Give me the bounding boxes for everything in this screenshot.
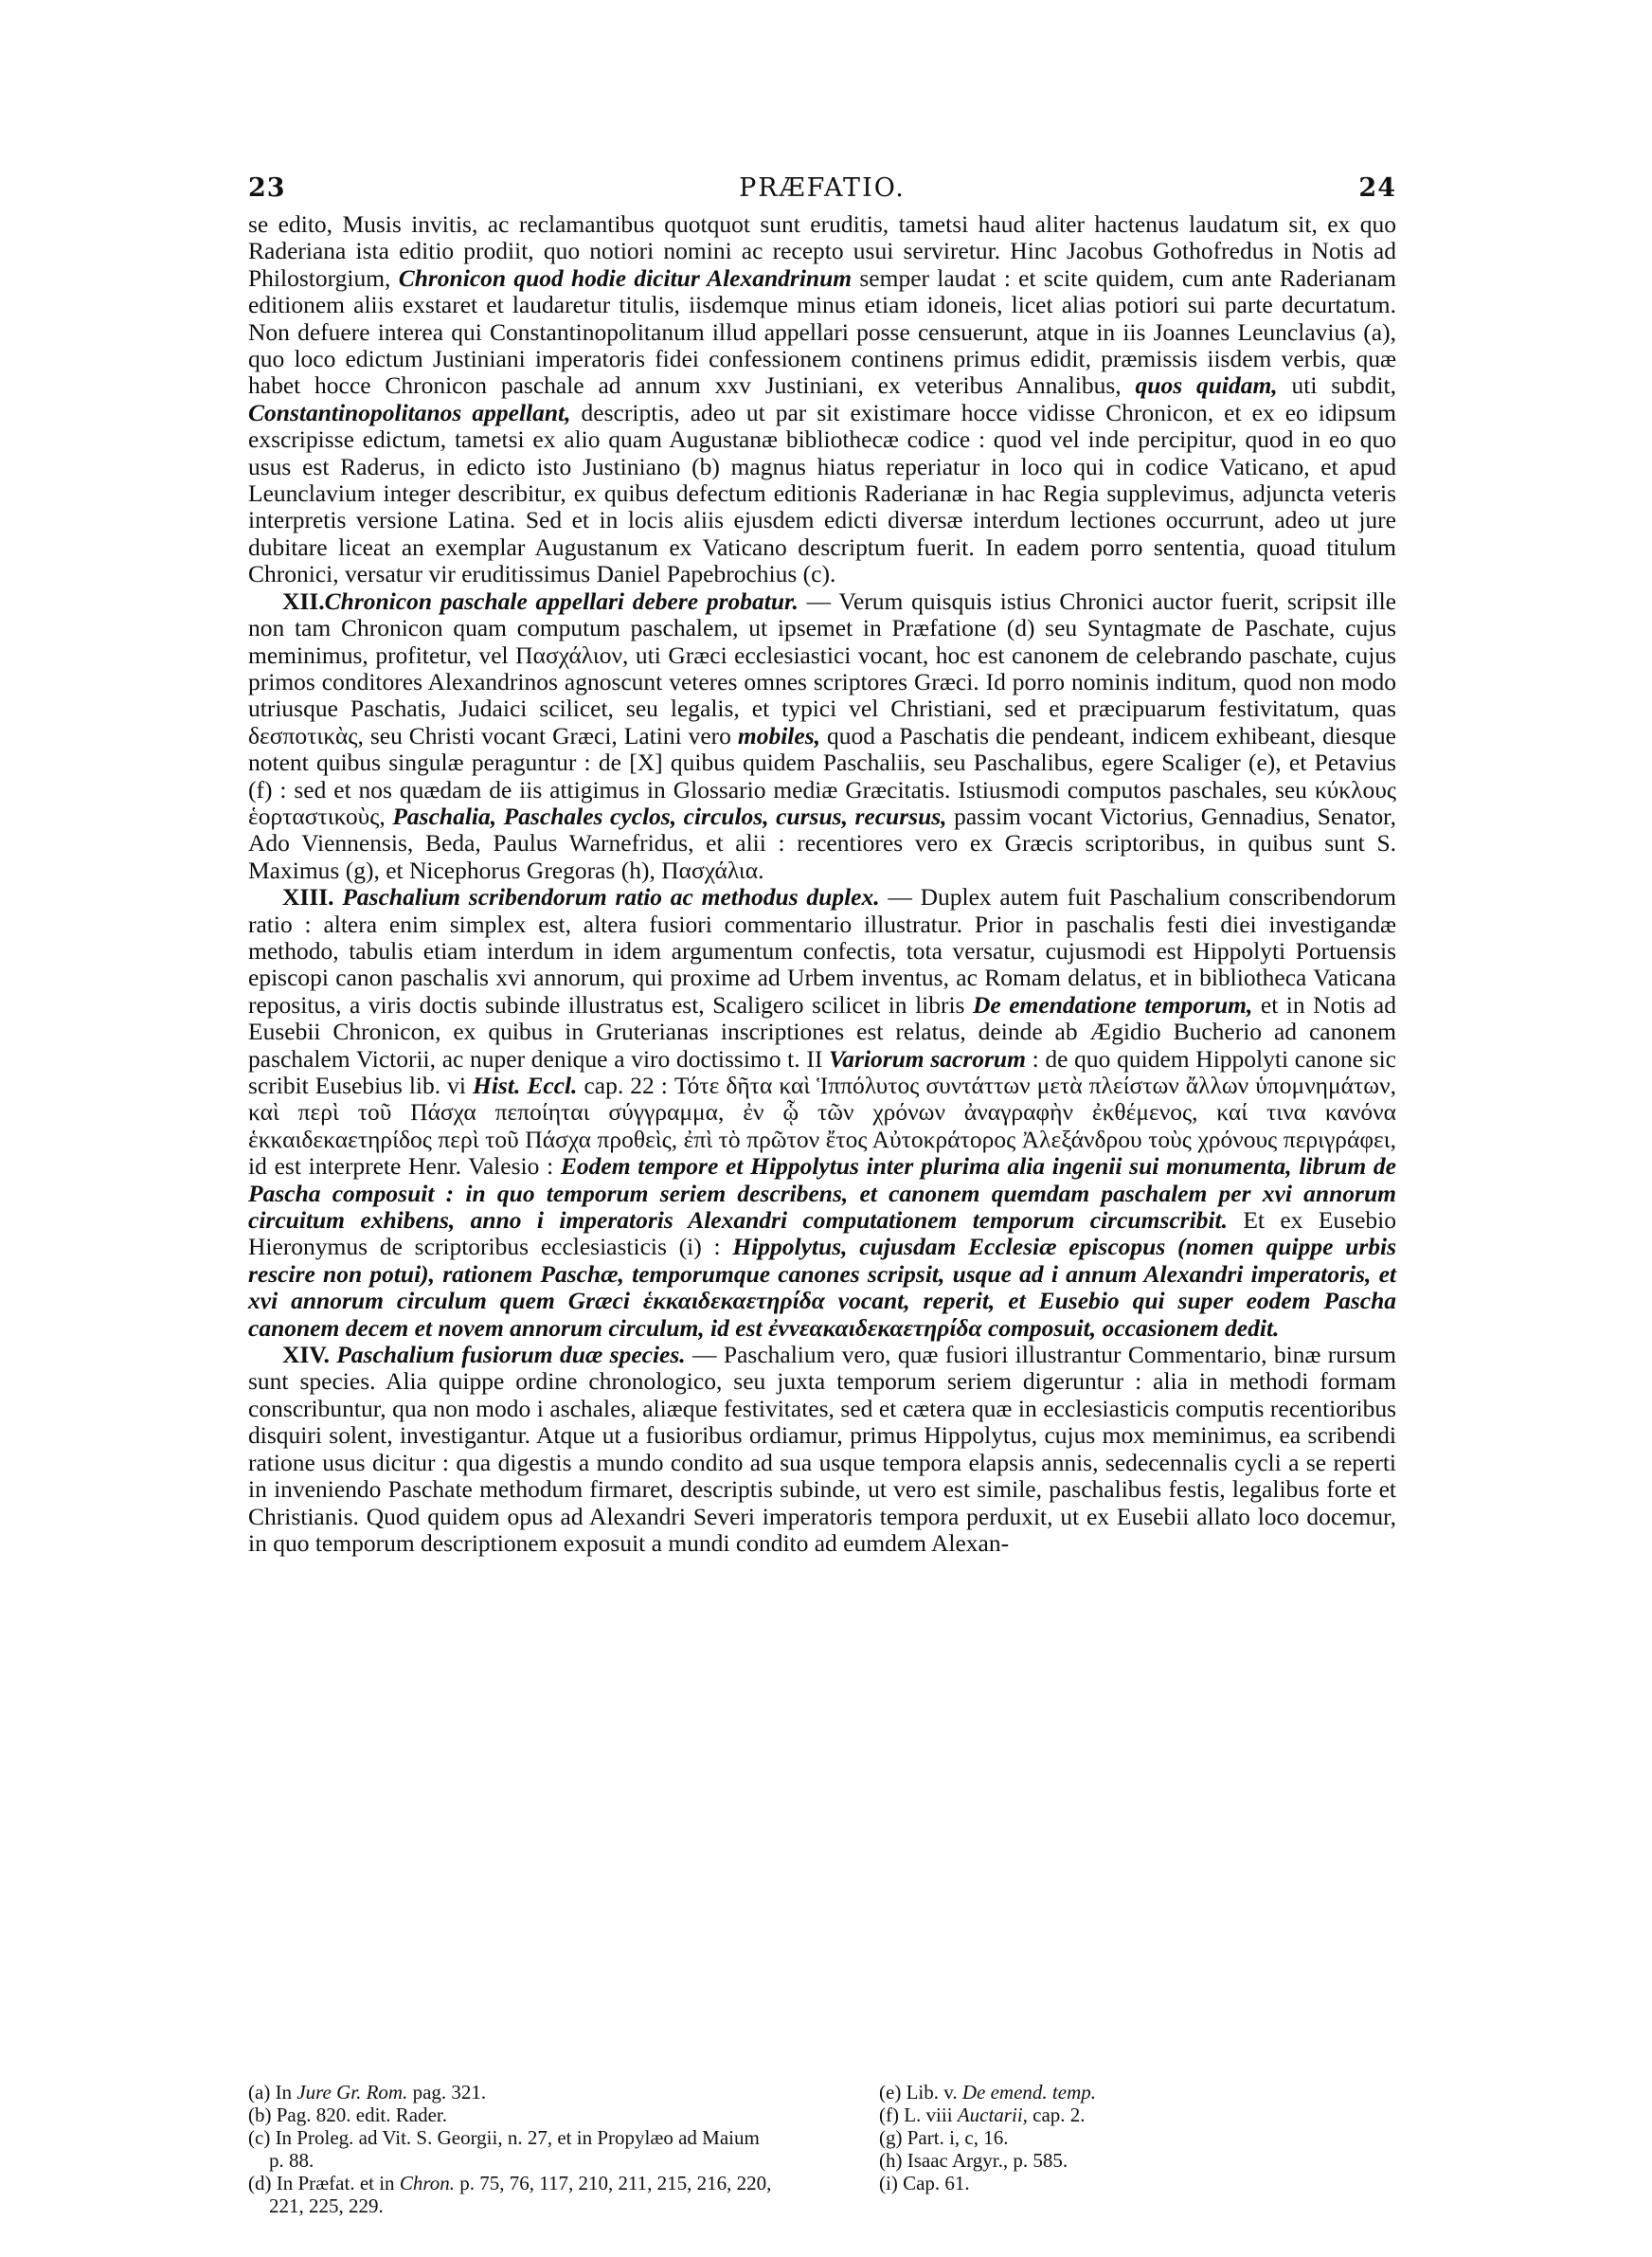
footnote-text-after: p. 75, 76, 117, 210, 211, 215, 216, 220, 221, 225, 229. (269, 2172, 772, 2217)
section-title: Paschalium scribendorum ratio ac methodus duplex. (342, 883, 880, 912)
text-run: descriptis, adeo ut par sit existimare hocce vidisse Chronicon, et ex eo idipsum exscripisse edictum, tametsi ex alio quam Augustanæ bibliothecæ codice : quod vel inde percipitur, quod in eo quo usus est Raderus, in edicto isto Justiniano (b) magnus hiatus reperiatur in loco qui in codice Vaticano, et apud Leunclavium integer describitur, ex quibus defectum editionis Raderianæ in hac Regia supplevimus, adjuncta veteris interpretis versione Latina. Sed et in locis aliis ejusdem edicti diversæ interdum lectiones occurrunt, adeo ut jure dubitare liceat an exemplar Augustanum ex Vaticano descriptum fuerit. In eadem porro sententia, quoad titulum Chronici, versatur vir eruditissimus Daniel Papebrochius (c). (248, 398, 1396, 588)
running-header (248, 173, 1396, 211)
footnote-text: Part. i, c, 16. (907, 2126, 1009, 2149)
section-paragraph (248, 884, 1396, 1342)
italic-run: mobiles, (737, 721, 821, 749)
footnote-italic: De emend. temp. (961, 2081, 1096, 2104)
italic-run: De emendatione temporum, (973, 990, 1253, 1019)
section-paragraph (248, 588, 1396, 884)
section-number: XIV. (282, 1341, 330, 1369)
text-run: — Duplex autem fuit Paschalium conscribendorum ratio : altera enim simplex est, altera fusiori commentario illustratur. Prior in paschalis festi diei investigandæ methodo, tabulis etiam interdum in idem argumentum confectis, tota versatur, cujusmodi est Hippolyti Portuensis episcopi canon paschalis xvi annorum, qui proxime ad Urbem inventus, ac Romam delatus, et in bibliotheca Vaticana repositus, a viris doctis subinde illustratus est, Scaligero scilicet in libris (248, 883, 1396, 1019)
footnote-italic: Chron. (399, 2172, 455, 2194)
text-run: et in Notis ad Eusebii Chronicon, ex quibus in Gruterianas inscriptiones est relatus, deinde ab Ægidio Bucherio ad canonem paschalem Victorii, ac nuper denique a viro doctissimo t. II (248, 990, 1396, 1073)
section-number: XIII. (282, 883, 334, 912)
footnote-text: In Præfat. et in (276, 2172, 400, 2194)
footnote (248, 2081, 779, 2104)
footnote-mark: (b) (248, 2104, 272, 2126)
footnote-text-after: cap. 2. (1027, 2104, 1086, 2126)
italic-run: Hippolytus, cujusdam Ecclesiæ episcopus (nomen quippe urbis rescire non potui), rationem Paschæ, temporumque canones scripsit, usque ad i annum Alexandri imperatoris, et xvi annorum circulum quem Græci ἑκκαιδεκαετηρίδα vocant, reperit, et Eusebio qui super eodem Pascha canonem decem et novem annorum circulum, id est ἐννεακαιδεκαετηρίδα composuit, occasionem dedit. (248, 1233, 1397, 1342)
footnote-text: In (275, 2081, 297, 2104)
italic-run: Constantinopolitanos appellant, (248, 398, 571, 426)
footnotes-left-column (248, 2081, 779, 2217)
footnote-mark: (d) (248, 2172, 272, 2194)
text-run (334, 883, 343, 911)
running-title: PRÆFATIO. (739, 173, 906, 203)
text-run: — Verum quisquis istius Chronici auctor fuerit, scripsit ille non tam Chronicon quam computum paschalem, ut ipsemet in Præfatione (d) seu Syntagmate de Paschate, cujus meminimus, profitetur, vel Πασχάλιον, uti Græci ecclesiastici vocant, hoc est canonem de celebrando paschate, cujus primos conditores Alexandrinos agnoscunt veteres omnes scriptores Græci. Id porro nominis inditum, quod non modo utriusque Paschatis, Judaici scilicet, seu legalis, et typici vel Christiani, sed et præcipuarum festivitatum, quas δεσποτικὰς, seu Christi vocant Græci, Latini vero (248, 587, 1396, 749)
footnote-text: Cap. 61. (903, 2172, 970, 2194)
section-paragraph (248, 1342, 1396, 1557)
italic-run: Eodem tempore et Hippolytus inter plurima alia ingenii sui monumenta, librum de Pascha composuit : in quo temporum seriem describens, et canonem quemdam paschalem per xvi annorum circuitum exhibens, anno i imperatoris Alexandri computationem temporum circumscribit. (248, 1152, 1396, 1235)
section-number: XII. (282, 587, 325, 615)
footnote-text: Pag. 820. edit. Rader. (276, 2104, 447, 2126)
italic-run: quos quidam, (1135, 371, 1278, 400)
italic-run: Chronicon quod hodie dicitur Alexandrinum (398, 263, 853, 292)
section-title: Chronicon paschale appellari debere probatur. (324, 587, 799, 615)
footnotes (248, 2081, 1396, 2232)
footnote-mark: (a) (248, 2081, 271, 2104)
footnote (879, 2126, 1396, 2149)
footnote-mark: (c) (248, 2126, 271, 2149)
footnote-mark: (i) (879, 2172, 898, 2194)
footnote (248, 2172, 779, 2217)
text-run: cap. 22 : Τότε δῆτα καὶ Ἱππόλυτος συντάττων μετὰ πλείστων ἄλλων ὑπομνημάτων, καὶ περὶ τοῦ Πάσχα πεποίηται σύγγραμμα, ἐν ᾧ τῶν χρόνων ἀναγραφὴν ἐκθέμενος, καί τινα κανόνα ἑκκαιδεκαετηρίδος περὶ τοῦ Πάσχα προθεὶς, ἐπὶ τὸ πρῶτον ἔτος Αὐτοκράτορος Ἀλεξάνδρου τοὺς χρόνους περιγράφει, id est interprete Henr. Valesio : (248, 1072, 1396, 1181)
text-run: passim vocant Victorius, Gennadius, Senator, Ado Viennensis, Beda, Paulus Warnefridus, et alii : recentiores vero ex Græcis scriptoribus, in quibus sunt S. Maximus (g), et Nicephorus Gregoras (h), Πασχάλια. (248, 802, 1396, 884)
text-run: quod a Paschatis die pendeant, indicem exhibeant, diesque notent quibus singulæ peraguntur : de [X] quibus quidem Paschaliis, seu Paschalibus, egere Scaliger (e), et Petavius (f) : sed et nos quædam de iis attigimus in Glossario mediæ Græcitatis. Istiusmodi computos paschales, seu κύκλους ἑορταστικοὺς, (248, 721, 1396, 830)
footnote (879, 2104, 1396, 2126)
italic-run: Paschalia, Paschales cyclos, circulos, cursus, recursus, (392, 802, 947, 830)
footnote-mark: (f) (879, 2104, 899, 2126)
footnote-mark: (g) (879, 2126, 903, 2149)
paragraph (248, 211, 1396, 588)
footnote-text: L. viii (904, 2104, 958, 2126)
footnote-italic: Auctarii, (957, 2104, 1028, 2126)
footnotes-right-column (879, 2081, 1396, 2194)
body-text (248, 211, 1396, 1557)
text-run: uti subdit, (1277, 371, 1396, 400)
footnote-mark: (e) (879, 2081, 902, 2104)
footnote-text: Lib. v. (906, 2081, 962, 2104)
footnote-italic: Jure Gr. Rom. (296, 2081, 408, 2104)
footnote-mark: (h) (879, 2149, 903, 2172)
footnote (879, 2081, 1396, 2104)
footnote (879, 2149, 1396, 2172)
section-title: Paschalium fusiorum duæ species. (336, 1341, 686, 1369)
footnote-text-after: pag. 321. (407, 2081, 487, 2104)
footnote (248, 2104, 779, 2126)
footnote (879, 2172, 1396, 2194)
italic-run: Hist. Eccl. (473, 1072, 578, 1099)
text-run: — Paschalium vero, quæ fusiori illustrantur Commentario, binæ rursum sunt species. Alia quippe ordine chronologico, seu juxta temporum seriem digeruntur : alia in methodi formam conscribuntur, qua non modo i aschales, aliæque festivitates, sed et cætera quæ in ecclesiasticis computis recentioribus disquiri solent, investigantur. Atque ut a fusioribus ordiamur, primus Hippolytus, cujus mox meminimus, ea scribendi ratione usus dicitur : qua digestis a mundo condito ad sua usque tempora elapsis annis, sedecennalis cycli a se reperti in inveniendo Paschate methodum firmaret, descriptis subinde, ut vero est simile, paschalibus festis, legalibus forte et Christianis. Quod quidem opus ad Alexandri Severi imperatoris tempora perduxit, ut ex Eusebii allato loco docemur, in quo temporum descriptionem exposuit a mundi condito ad eumdem Alexan- (248, 1341, 1397, 1557)
text-run: se edito, Musis invitis, ac reclamantibus quotquot sunt eruditis, tametsi haud aliter hactenus laudatum sit, ex quo Raderiana ista editio prodiit, quo notiori nomini ac recepto usui serviretur. Hinc Jacobus Gothofredus in Notis ad Philostorgium, (248, 210, 1396, 292)
text-run: Et ex Eusebio Hieronymus de scriptoribus ecclesiasticis (i) : (248, 1206, 1396, 1261)
text-run: semper laudat : et scite quidem, cum ante Raderianam editionem aliis exstaret et laudaretur titulis, iisdemque minus etiam idoneis, licet alias potiori sui parte decurtatum. Non defuere interea qui Constantinopolitanum illud appellari posse censuerunt, atque in iis Joannes Leunclavius (a), quo loco edictum Justiniani imperatoris fidei confessionem continens primus edidit, præmissis iisdem verbis, quæ habet hocce Chronicon paschale ad annum xxv Justiniani, ex veteribus Annalibus, (248, 263, 1396, 400)
italic-run: Variorum sacrorum (829, 1044, 1026, 1073)
footnote-text: In Proleg. ad Vit. S. Georgii, n. 27, et in Propylæo ad Maium p. 88. (269, 2126, 760, 2172)
footnote-text: Isaac Argyr., p. 585. (907, 2149, 1068, 2172)
page-number-left: 23 (248, 173, 286, 203)
text-run: : de quo quidem Hippolyti canone sic scribit Eusebius lib. vi (248, 1044, 1396, 1099)
footnote (248, 2126, 779, 2172)
page-number-right: 24 (1358, 173, 1396, 203)
